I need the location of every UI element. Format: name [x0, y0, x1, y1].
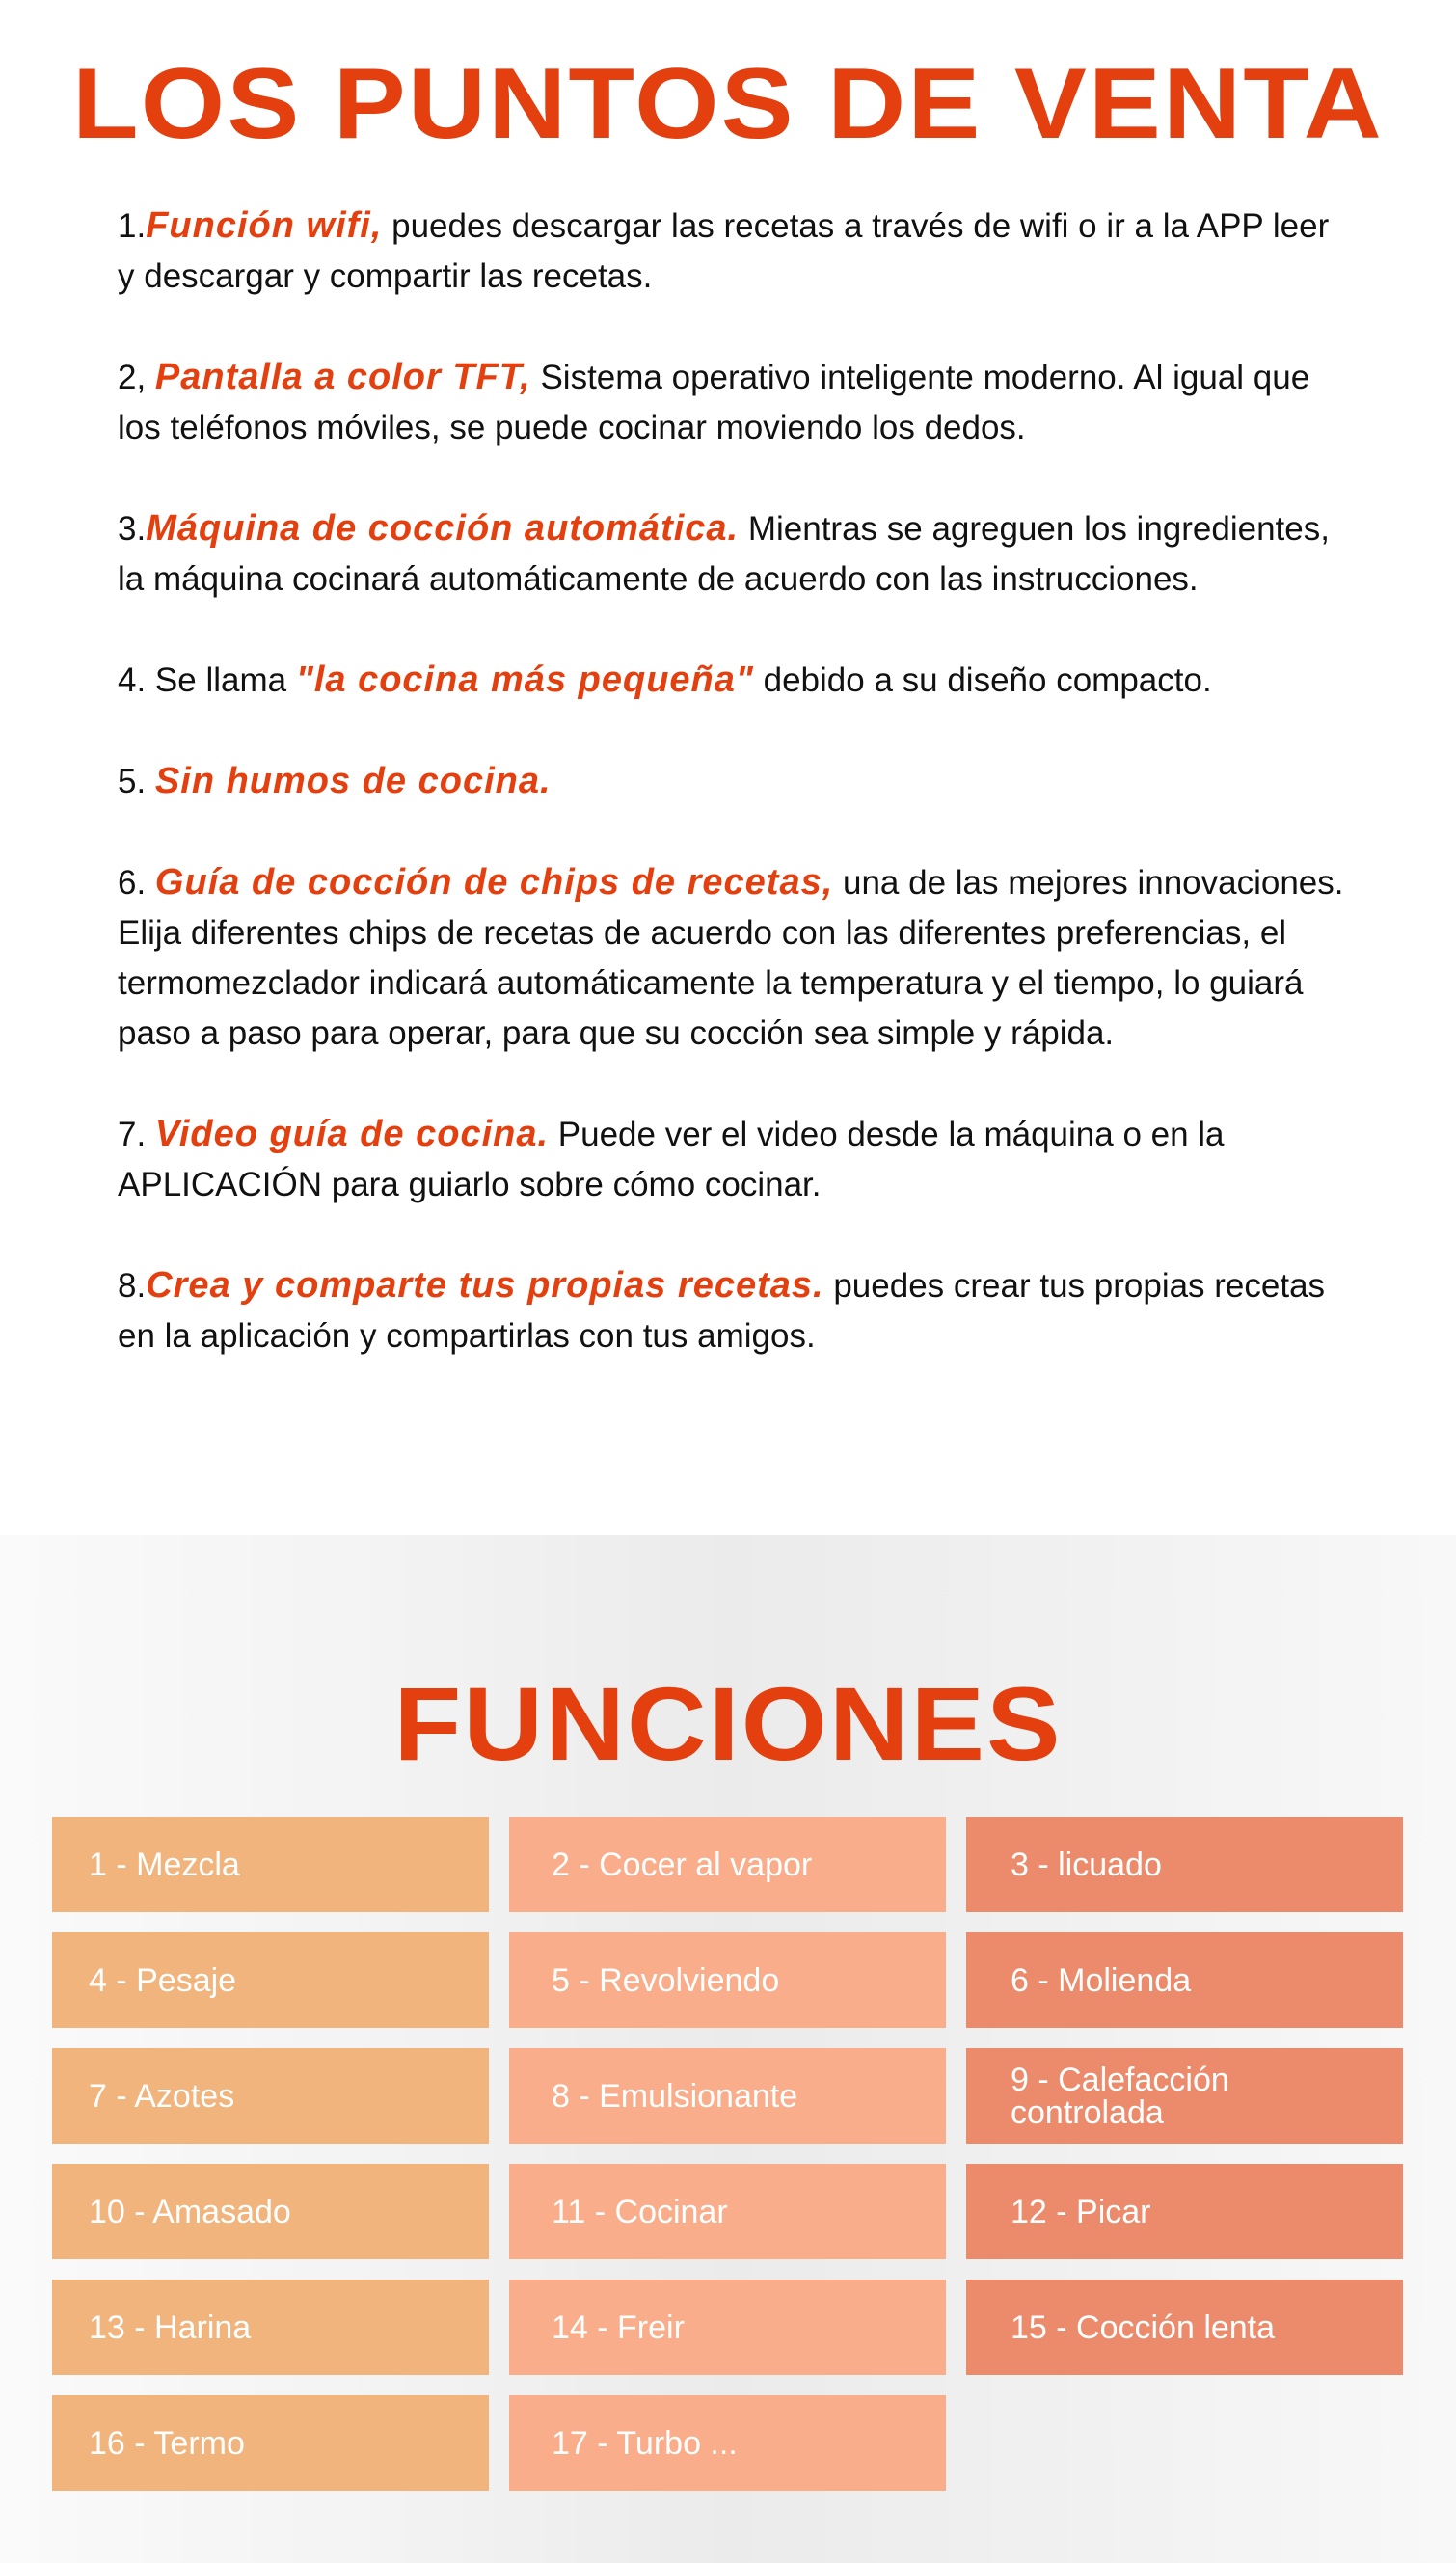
- function-tile: 6 - Molienda: [966, 1932, 1403, 2028]
- function-tile: 4 - Pesaje: [52, 1932, 489, 2028]
- point-4: 4. Se llama "la cocina más pequeña" debido a su diseño compacto.: [118, 660, 1212, 700]
- function-tile: 8 - Emulsionante: [509, 2048, 946, 2144]
- function-tile: 14 - Freir: [509, 2280, 946, 2375]
- function-tile: 10 - Amasado: [52, 2164, 489, 2259]
- point-1: 1.Función wifi, puedes descargar las recetas a través de wifi o ir a la APP leer y descargar y compartir las recetas.: [118, 205, 1330, 295]
- function-tile: 12 - Picar: [966, 2164, 1403, 2259]
- point-highlight: Sin humos de cocina.: [154, 761, 552, 801]
- function-tile: 5 - Revolviendo: [509, 1932, 946, 2028]
- point-highlight: "la cocina más pequeña": [295, 660, 754, 700]
- point-6: 6. Guía de cocción de chips de recetas, una de las mejores innovaciones. Elija diferentes chips de recetas de acuerdo con las diferentes preferencias, el termomezclador indicará automáticamente la temperatura y el tiempo, lo guiará paso a paso para operar, para que su cocción sea simple y rápida.: [118, 862, 1344, 1052]
- point-highlight: Video guía de cocina.: [154, 1114, 550, 1154]
- function-tile: 15 - Cocción lenta: [966, 2280, 1403, 2375]
- function-tile: 2 - Cocer al vapor: [509, 1817, 946, 1912]
- function-tile: 17 - Turbo ...: [509, 2395, 946, 2491]
- point-2: 2, Pantalla a color TFT, Sistema operativo inteligente moderno. Al igual que los teléfonos móviles, se puede cocinar moviendo los dedos.: [118, 357, 1310, 446]
- function-tile: 3 - licuado: [966, 1817, 1403, 1912]
- function-tile: 1 - Mezcla: [52, 1817, 489, 1912]
- page-title: LOS PUNTOS DE VENTA: [72, 48, 1384, 160]
- functions-grid: [52, 1817, 1404, 2491]
- function-tile: 11 - Cocinar: [509, 2164, 946, 2259]
- functions-section: [0, 1535, 1456, 2563]
- point-highlight: Guía de cocción de chips de recetas,: [154, 862, 834, 903]
- point-3: 3.Máquina de cocción automática. Mientras se agreguen los ingredientes, la máquina cocinará automáticamente de acuerdo con las instrucciones.: [118, 508, 1330, 598]
- functions-title: FUNCIONES: [393, 1665, 1063, 1782]
- point-highlight: Máquina de cocción automática.: [146, 508, 740, 549]
- function-tile: 9 - Calefacción controlada: [966, 2048, 1403, 2144]
- point-highlight: Crea y comparte tus propias recetas.: [146, 1265, 824, 1306]
- point-highlight: Pantalla a color TFT,: [154, 357, 531, 397]
- point-highlight: Función wifi,: [146, 205, 383, 246]
- point-8: 8.Crea y comparte tus propias recetas. puedes crear tus propias recetas en la aplicación y compartirlas con tus amigos.: [118, 1265, 1326, 1355]
- function-tile: 16 - Termo: [52, 2395, 489, 2491]
- point-7: 7. Video guía de cocina. Puede ver el video desde la máquina o en la APLICACIÓN para guiarlo sobre cómo cocinar.: [118, 1114, 1225, 1203]
- function-tile: 13 - Harina: [52, 2280, 489, 2375]
- function-tile: 7 - Azotes: [52, 2048, 489, 2144]
- point-5: 5. Sin humos de cocina.: [118, 761, 552, 801]
- points-list: [118, 201, 1352, 1412]
